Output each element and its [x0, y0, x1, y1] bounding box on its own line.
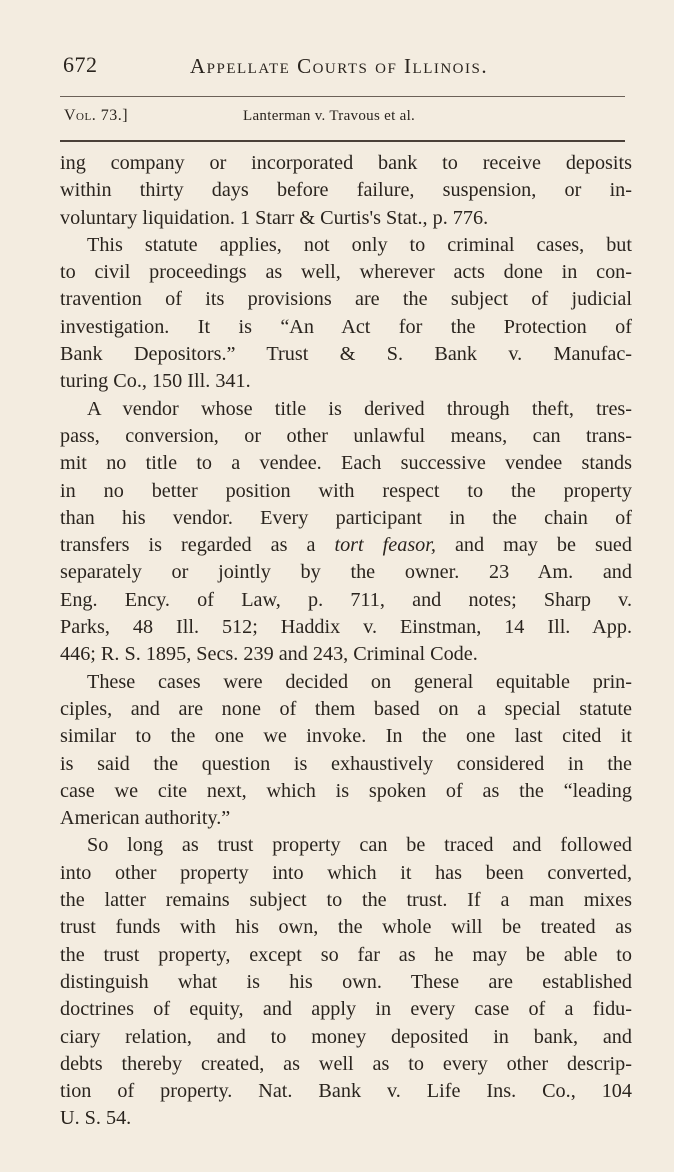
text-segment: and may be sued	[435, 534, 632, 557]
text-line-with-italic	[60, 532, 632, 559]
volume-label: Vol. 73.]	[64, 107, 129, 124]
text-line: trust funds with his own, the whole will be treated as	[60, 916, 632, 939]
text-line: tion of property. Nat. Bank v. Life Ins. Co., 104	[60, 1080, 632, 1103]
paragraph-1	[60, 150, 632, 232]
text-line: investigation. It is “An Act for the Protection of	[60, 315, 632, 338]
text-line: the trust property, except so far as he may be able to	[60, 943, 632, 966]
body-text	[60, 150, 632, 1133]
text-line: in no better position with respect to the property	[60, 479, 632, 502]
text-line: into other property into which it has been converted,	[60, 861, 632, 884]
text-line: Eng. Ency. of Law, p. 711, and notes; Sharp v.	[60, 588, 632, 611]
text-line: turing Co., 150 Ill. 341.	[60, 370, 251, 393]
text-line: 446; R. S. 1895, Secs. 239 and 243, Criminal Code.	[60, 643, 478, 666]
text-line: American authority.”	[60, 807, 231, 830]
running-head: Appellate Courts of Illinois.	[190, 54, 489, 78]
text-line: U. S. 54.	[60, 1107, 132, 1130]
text-line: ciary relation, and to money deposited in bank, and	[60, 1025, 632, 1048]
text-line: ciples, and are none of them based on a special statute	[60, 697, 632, 720]
text-line: the latter remains subject to the trust. If a man mixes	[60, 889, 632, 912]
text-line: Bank Depositors.” Trust & S. Bank v. Manufac-	[60, 343, 632, 366]
text-line: A vendor whose title is derived through theft, tres-	[87, 397, 632, 420]
text-line: doctrines of equity, and apply in every case of a fidu-	[60, 998, 632, 1021]
text-line: mit no title to a vendee. Each successive vendee stands	[60, 452, 632, 475]
text-line: case we cite next, which is spoken of as the “leading	[60, 779, 632, 802]
text-line: similar to the one we invoke. In the one last cited it	[60, 725, 632, 748]
text-line: ing company or incorporated bank to receive deposits	[60, 152, 632, 174]
text-line: pass, conversion, or other unlawful means, can trans-	[60, 424, 632, 447]
text-line: separately or jointly by the owner. 23 Am. and	[60, 561, 632, 584]
paragraph-3	[60, 396, 632, 669]
paragraph-2	[60, 232, 632, 396]
header-rule-top	[60, 96, 625, 97]
text-line: travention of its provisions are the subject of judicial	[60, 288, 632, 311]
text-segment: transfers is regarded as a	[60, 534, 335, 557]
text-line: distinguish what is his own. These are established	[60, 970, 632, 993]
italic-phrase: tort feasor,	[334, 534, 436, 557]
text-line: Parks, 48 Ill. 512; Haddix v. Einstman, 14 Ill. App.	[60, 616, 632, 639]
text-line: So long as trust property can be traced and followed	[87, 834, 632, 857]
header-rule-bottom	[60, 140, 625, 142]
page-number: 672	[63, 52, 98, 77]
case-title: Lanterman v. Travous et al.	[243, 108, 416, 124]
text-line: to civil proceedings as well, wherever acts done in con-	[60, 261, 632, 284]
text-line: within thirty days before failure, suspension, or in-	[60, 179, 632, 202]
text-line: voluntary liquidation. 1 Starr & Curtis's Stat., p. 776.	[60, 206, 489, 229]
text-line: This statute applies, not only to criminal cases, but	[87, 233, 632, 256]
text-line: is said the question is exhaustively considered in the	[60, 752, 632, 775]
text-line: These cases were decided on general equitable prin-	[87, 670, 632, 693]
text-line: debts thereby created, as well as to every other descrip-	[60, 1052, 632, 1075]
text-line: than his vendor. Every participant in the chain of	[60, 506, 632, 529]
paragraph-4	[60, 669, 632, 833]
paragraph-5	[60, 832, 632, 1132]
